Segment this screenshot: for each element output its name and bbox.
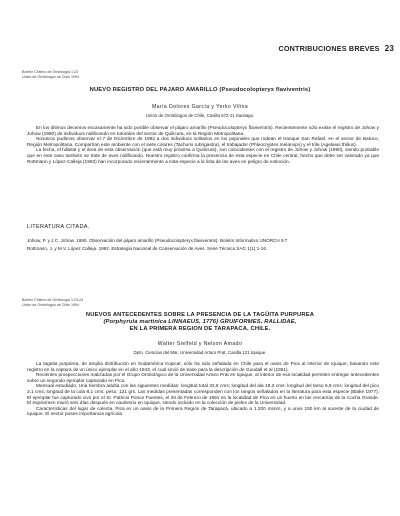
article2-title-line: NUEVOS ANTECEDENTES SOBRE LA PRESENCIA DE LA TAGÜITA PURPUREA [85,312,315,318]
article1-authors: María Dolores García y Yerko Vilina [151,104,249,110]
article2-affiliation: Dpto. Ciencias del Mar, Universidad Arturo Prat, Casilla 121 Iquique. [133,350,267,355]
article1-journal-ref [22,70,79,79]
article1-paragraph-1: En los últimos decenios escasamente ha sido posible observar el pájaro amarillo (Pseudocolopteryx flaviventris). Recientemente sólo existe el registro de Johow y Johow (1990) de individuos nidificando en totorales del sector de Quilicura, en la Región Metropolitana. [27,126,379,137]
journal-ref-line: Unión de Ornitólogos de Chile 1994 [22,74,79,79]
journal-ref-line: Boletín Chileno de Ornitología 1:23 [22,70,78,74]
reference-item: Rottmann, J. y M.V. López Calleja. 1992. Estrategia Nacional de Conservación de Aves. Serie Técnica SAG 1(1):1-16. [27,245,268,251]
article2-paragraph-3: Mensual estudiado. Una hembra adulta con las siguientes medidas: longitud total 32,8 cms; longitud del ala 18,3 cms; longitud del tarso 6,9 cms; longitud del pico 3,1 cms; longitud de la cola 8,1 cms; peso: 121 grs. Las medidas presentadas corresponden con los rangos señalados en la literatura para esta especie (Blake 1977). El ejemplar fue capturado vivo por el Sr. Patricio Ponce Fuentes, el 28 de Febrero de 1991 en la localidad de Pica en un huerto en las cercanías de la Cocha Grande. El espécimen murió seis días después en cautiverio en Iquique, siendo incluido en la colección de pieles de la Universidad. [27,384,379,407]
article1-affiliation: Unión de Ornitólogos de Chile, Casilla 572-11 Santiago. [145,113,255,118]
article2-body [27,362,379,418]
article2-authors: Walter Sielfeld y Nelson Amado [157,341,243,347]
article1-title-text: NUEVO REGISTRO DEL PAJARO AMARILLO (Pseudocolopteryx flaviventris) [89,87,311,93]
article2-paragraph-1: La tagüita purpúrea, de amplia distribución en Sudamérica tropical, sólo ha sido señalada en Chile para el oasis de Pica al interior de Iquique, basando este registro en la captura de un único ejemplar en el año 1943, el cual sirvió de base para la descripción de Goodall et al (1951). [27,362,379,373]
article1-title [20,87,380,94]
journal-ref-line: Boletín Chileno de Ornitología 1:23-24 [22,298,84,302]
article1-references [27,238,379,253]
reference-item: Johow, P. y J.C. Johow. 1990. Observación del pájaro amarillo (Pseudocolopteryx flaviventris). Boletín Informativo UNORCH 9:7 [27,238,288,243]
running-header [254,44,394,53]
article1-paragraph-3: La fecha, el hábitat y el área de esta observación (que está muy próxima a Quilicura), son coincidentes con el registro de Johow y Johow (1990), siendo probable que en este caso también se trate de aves nidificando. Nuestro registro confirma la presencia de esta especie en Chile central, hecho que debe ser valorado ya que Rottmann y López-Calleja (1992) han incorporado recientemente a esta especie a la lista de las aves en peligro de extinción. [27,148,379,165]
article2-paragraph-2: Recientes prospecciones realizadas por el Grupo Ornitológico de la Universidad Arturo Prat en Iquique, al interior de esa localidad permiten entregar antecedentes sobre un segundo ejemplar capturado en Pica. [27,373,379,384]
journal-ref-line: Unión de Ornitólogos de Chile 1994 [22,302,79,307]
section-title: CONTRIBUCIONES BREVES [278,44,380,53]
page-number: 23 [384,44,394,53]
article2-title-line: EN LA PRIMERA REGION DE TARAPACA, CHILE. [129,326,271,333]
article2-title [20,312,380,334]
article1-paragraph-2: Nosotros pudimos observar el 7 de Diciembre de 1992 a dos individuos solitarios en los pajonales que rodean el tranque San Rafael, en el sector de Batuco, Región Metropolitana. Compartían este ambiente con el siete colores (Tachuris rubrigastra), el trabajador (Phleocryptes melanops) y el trile (Agelaius thilius). [27,137,379,148]
literature-heading: LITERATURA CITADA. [27,224,90,230]
article2-title-line: (Porphyrula martinica LINNAEUS, 1776) GRUIFORMES, RALLIDAE, [103,319,297,326]
article2-paragraph-4: Características del lugar de colecta. Pica es un oasis de la Primera Región de Tarapacá, ubicado a 1.200 msnm, y a unos 150 km al sureste de la ciudad de Iquique. El sector posee importancia agrícola [27,406,379,418]
article1-body [27,126,379,165]
article2-journal-ref [22,298,83,307]
